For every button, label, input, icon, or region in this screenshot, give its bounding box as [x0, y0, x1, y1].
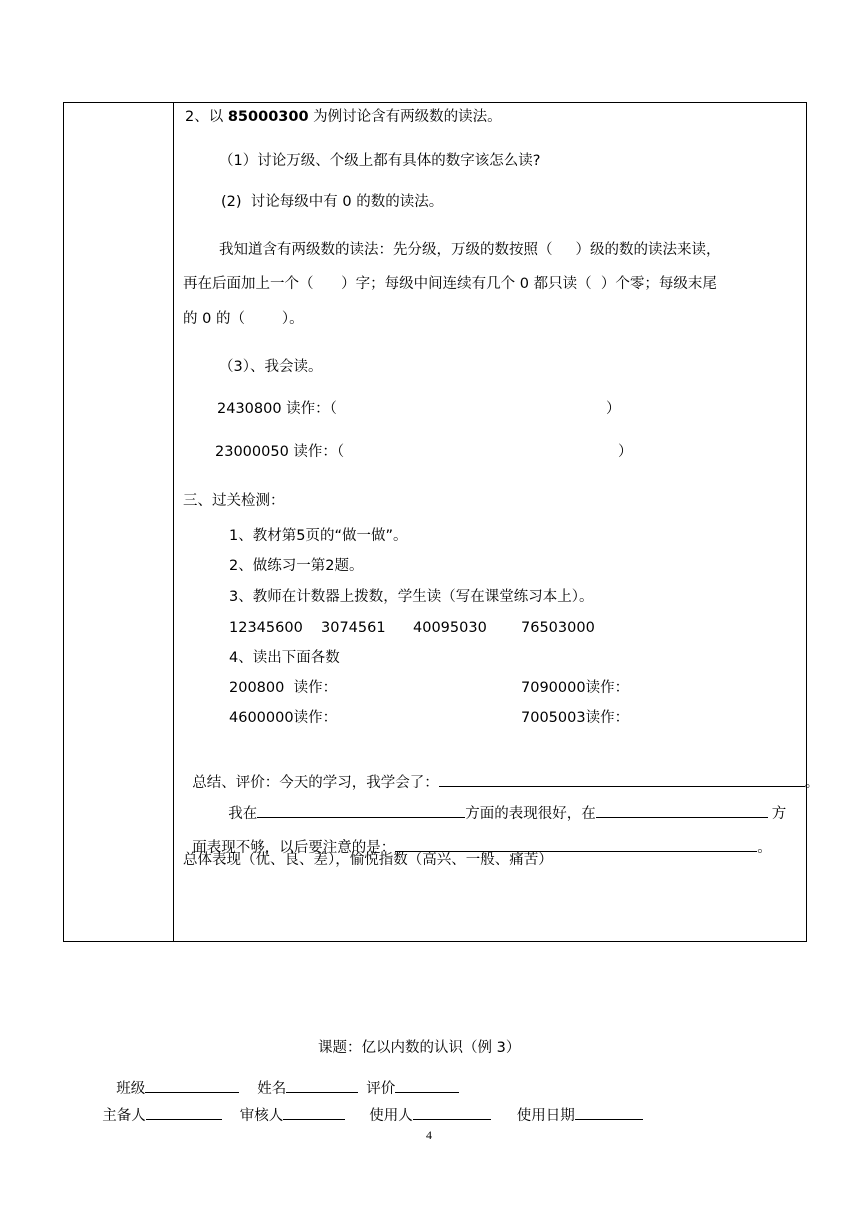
section3-item-3: 3、教师在计数器上拨数，学生读（写在课堂练习本上）。 [229, 589, 594, 605]
rule-line-1: 我知道含有两级数的读法：先分级，万级的数按照（ ）级的数的读法来读， [219, 242, 721, 258]
read-number-4: 7005003读作： [521, 710, 630, 726]
page-number: 4 [426, 1128, 432, 1142]
read-item-2-label: 23000050 读作：（ [215, 444, 345, 460]
summary-line-2-b: 方面的表现很好，在 [465, 806, 596, 822]
reviewer-label: 审核人 [239, 1108, 284, 1124]
heading-suffix: 为例讨论含有两级数的读法。 [308, 109, 502, 125]
question-3: （3）、我会读。 [219, 359, 323, 375]
summary-line-1-end: 。 [804, 775, 820, 791]
section3-title: 三、过关检测： [183, 493, 285, 509]
summary-label: 总结、评价：今天的学习，我学会了： [192, 775, 439, 791]
number-4: 76503000 [521, 620, 595, 636]
eval-label: 评价 [366, 1081, 396, 1097]
summary-line-4: 总体表现（优、良、差），愉悦指数（高兴、一般、痛苦） [183, 852, 553, 868]
section3-item-1: 1、教材第5页的“做一做”。 [229, 528, 408, 544]
rule-line-2: 再在后面加上一个（ ）字；每级中间连续有几个 0 都只读（ ）个零；每级末尾 [183, 276, 717, 292]
info-row-2 [93, 1087, 643, 1125]
good-aspect-blank[interactable] [257, 803, 465, 818]
preparer-label: 主备人 [102, 1108, 146, 1124]
section3-item-2: 2、做练习一第2题。 [229, 558, 364, 574]
user-label: 使用人 [369, 1108, 413, 1124]
number-3: 40095030 [413, 620, 487, 636]
heading-number: 85000300 [227, 109, 309, 125]
summary-line-3-a: 面表现不够，以后要注意的是： [192, 840, 396, 856]
number-1: 12345600 [229, 620, 303, 636]
weak-aspect-blank[interactable] [596, 803, 768, 818]
date-blank[interactable] [575, 1105, 643, 1120]
summary-line-2 [219, 785, 786, 823]
read-number-1: 200800 读作： [229, 680, 338, 696]
class-label: 班级 [116, 1081, 146, 1097]
question-2: (2) 讨论每级中有 0 的数的读法。 [221, 194, 444, 210]
summary-line-3-end: 。 [757, 840, 772, 856]
section2-heading [185, 108, 502, 126]
preparer-blank[interactable] [146, 1105, 222, 1120]
name-label: 姓名 [257, 1081, 287, 1097]
reviewer-blank[interactable] [283, 1105, 345, 1120]
summary-line-2-c: 方 [771, 806, 787, 822]
rule-line-3: 的 0 的（ ）。 [183, 311, 304, 327]
number-2: 3074561 [321, 620, 386, 636]
read-number-2: 7090000读作： [521, 680, 630, 696]
lesson-title: 课题：亿以内数的认识（例 3） [318, 1040, 521, 1056]
read-item-1-close: ） [606, 401, 621, 417]
user-blank[interactable] [413, 1105, 491, 1120]
section3-item-4: 4、读出下面各数 [229, 650, 340, 666]
table-column-divider [173, 103, 174, 941]
read-number-3: 4600000读作： [229, 710, 338, 726]
summary-line-2-a: 我在 [228, 806, 258, 822]
attention-blank[interactable] [395, 837, 757, 852]
read-item-2-close: ） [618, 444, 633, 460]
read-item-1-label: 2430800 读作：（ [217, 401, 337, 417]
date-label: 使用日期 [516, 1108, 575, 1124]
heading-prefix: 2、以 [185, 109, 228, 125]
question-1: （1）讨论万级、个级上都有具体的数字该怎么读? [219, 153, 541, 169]
